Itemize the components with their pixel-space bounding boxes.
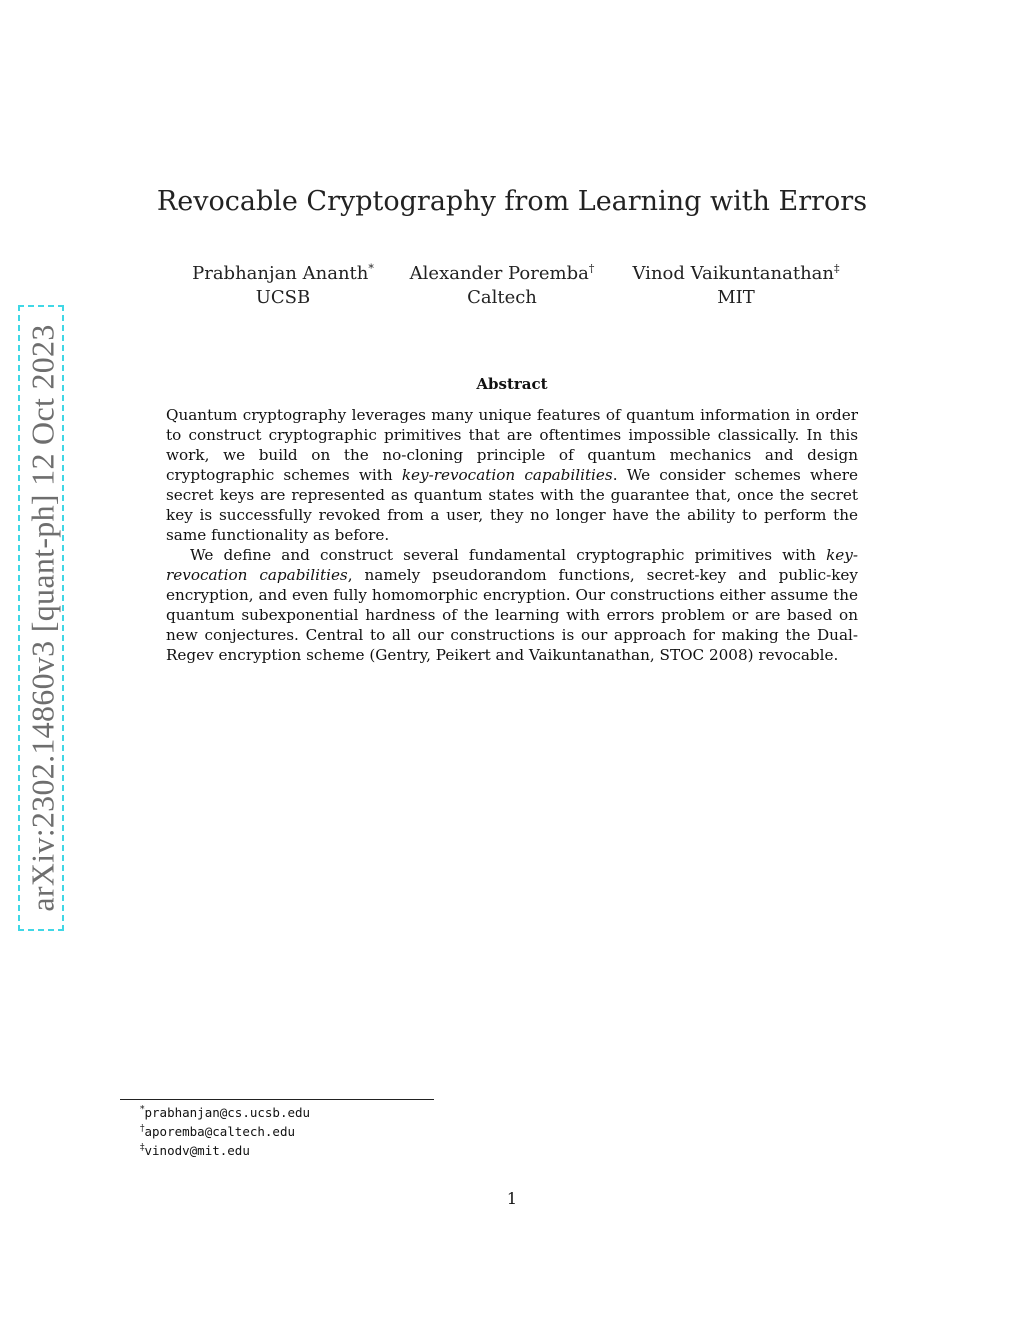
footnote-1 xyxy=(140,1103,310,1122)
author-3 xyxy=(606,262,866,310)
author-mark: † xyxy=(588,262,595,275)
footnote-mark: † xyxy=(140,1124,145,1134)
abstract-text: . We consider schemes where secret keys are represented as quantum states with the guarantee that, once the secret key is successfully revoked from a user, they no longer have the ability to perform the same functionality as before. xyxy=(166,466,858,544)
page-number: 1 xyxy=(506,1189,518,1208)
arxiv-identifier: arXiv:2302.14860v3 [quant-ph] 12 Oct 2023 xyxy=(24,324,61,912)
abstract-body xyxy=(166,405,858,665)
footnote-email[interactable]: aporemba@caltech.edu xyxy=(144,1124,296,1139)
author-mark: * xyxy=(368,262,374,275)
paper-title: Revocable Cryptography from Learning with Errors xyxy=(156,186,868,217)
abstract-text: , namely pseudorandom functions, secret-key and public-key encryption, and even fully homomorphic encryption. Our constructions either assume the quantum subexponential hardness of the learning with errors problem or are based on new conjectures. Central to all our constructions is our approach for making the Dual-Regev encryption scheme (Gentry, Peikert and Vaikuntanathan, STOC 2008) revocable. xyxy=(166,566,858,664)
footnotes xyxy=(140,1103,310,1160)
abstract-text: Quantum cryptography leverages many unique features of quantum information in order to construct cryptographic primitives that are oftentimes impossible classically. In this work, we build on the no-cloning principle of quantum mechanics and design cryptographic schemes with xyxy=(166,406,858,484)
author-mark: ‡ xyxy=(833,262,840,275)
abstract-heading: Abstract xyxy=(476,375,548,393)
abstract-paragraph-1 xyxy=(166,405,858,545)
abstract-paragraph-2 xyxy=(166,545,858,665)
footnote-mark: ‡ xyxy=(140,1143,145,1153)
footnote-3 xyxy=(140,1141,310,1160)
author-affiliation: MIT xyxy=(717,287,755,308)
author-affiliation: UCSB xyxy=(255,287,311,308)
footnote-email[interactable]: vinodv@mit.edu xyxy=(144,1143,250,1158)
footnote-rule xyxy=(120,1099,434,1100)
footnote-email[interactable]: prabhanjan@cs.ucsb.edu xyxy=(144,1105,311,1120)
author-name: Prabhanjan Ananth xyxy=(192,263,369,284)
author-affiliation: Caltech xyxy=(467,287,537,308)
abstract-emphasis: key-revocation capabilities xyxy=(401,466,613,484)
author-name: Alexander Poremba xyxy=(409,263,589,284)
footnote-2 xyxy=(140,1122,310,1141)
author-2 xyxy=(372,262,632,310)
abstract-emphasis: key-revocation capabilities xyxy=(166,546,858,584)
author-name: Vinod Vaikuntanathan xyxy=(632,263,834,284)
abstract-text: We define and construct several fundamental cryptographic primitives with xyxy=(190,546,827,564)
footnote-mark: * xyxy=(140,1105,145,1115)
